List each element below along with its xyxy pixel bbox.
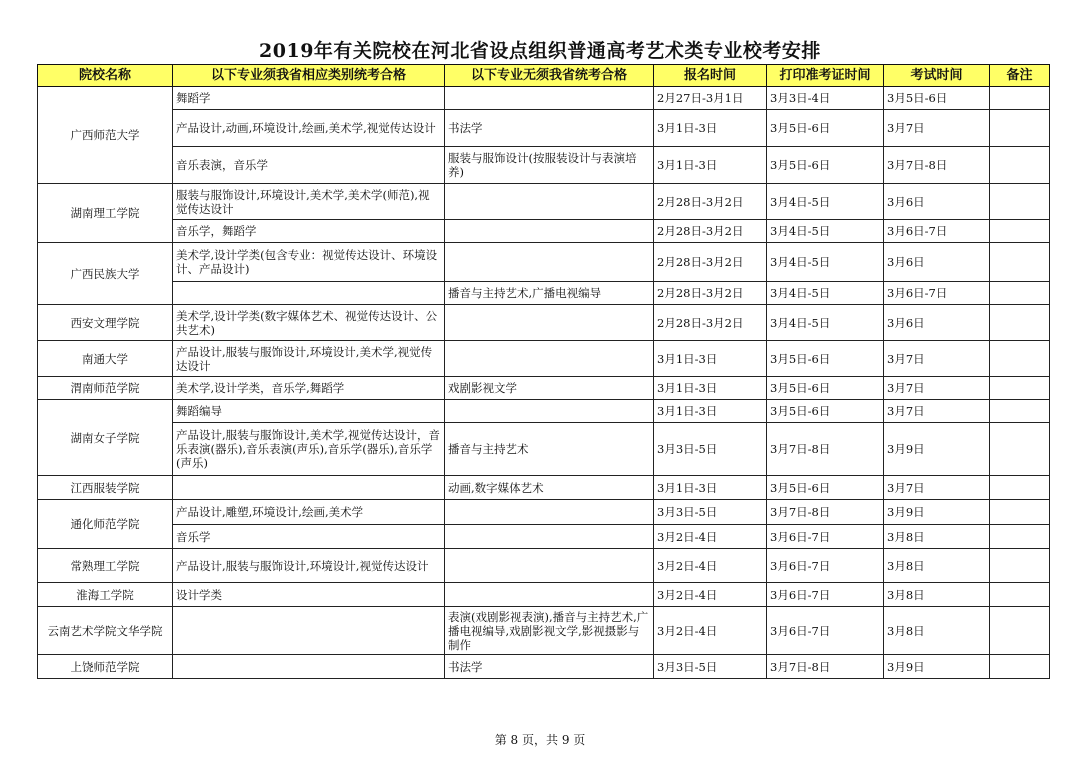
cell-not-required: 表演(戏剧影视表演),播音与主持艺术,广播电视编导,戏剧影视文学,影视摄影与制作 [445, 607, 654, 655]
cell-required [173, 476, 445, 500]
cell-school: 云南艺术学院文华学院 [38, 607, 173, 655]
cell-note [990, 305, 1050, 341]
schedule-table [37, 64, 1050, 679]
cell-registration: 2月28日-3月2日 [654, 282, 767, 305]
header-not-required: 以下专业无须我省统考合格 [445, 65, 654, 87]
cell-required: 舞蹈学 [173, 87, 445, 110]
cell-registration: 3月2日-4日 [654, 607, 767, 655]
table-row [38, 243, 1050, 282]
cell-print-ticket: 3月6日-7日 [767, 583, 884, 607]
table-row [38, 220, 1050, 243]
table-row [38, 377, 1050, 400]
cell-school: 上饶师范学院 [38, 655, 173, 679]
cell-exam-time: 3月6日 [884, 184, 990, 220]
cell-registration: 3月1日-3日 [654, 147, 767, 184]
cell-print-ticket: 3月5日-6日 [767, 110, 884, 147]
cell-note [990, 282, 1050, 305]
cell-not-required: 播音与主持艺术 [445, 423, 654, 476]
cell-exam-time: 3月6日 [884, 305, 990, 341]
table-row [38, 110, 1050, 147]
cell-required: 美术学,设计学类(数字媒体艺术、视觉传达设计、公共艺术) [173, 305, 445, 341]
cell-exam-time: 3月7日 [884, 476, 990, 500]
cell-registration: 3月1日-3日 [654, 377, 767, 400]
cell-registration: 3月3日-5日 [654, 423, 767, 476]
cell-registration: 2月28日-3月2日 [654, 305, 767, 341]
cell-not-required [445, 305, 654, 341]
table-row [38, 400, 1050, 423]
cell-registration: 3月1日-3日 [654, 341, 767, 377]
cell-exam-time: 3月7日 [884, 400, 990, 423]
cell-not-required [445, 500, 654, 525]
table-row [38, 583, 1050, 607]
table-row [38, 184, 1050, 220]
cell-not-required [445, 525, 654, 549]
table-row [38, 282, 1050, 305]
cell-print-ticket: 3月5日-6日 [767, 341, 884, 377]
table-row [38, 87, 1050, 110]
table-row [38, 607, 1050, 655]
cell-registration: 2月27日-3月1日 [654, 87, 767, 110]
cell-required: 产品设计,服装与服饰设计,美术学,视觉传达设计，音乐表演(器乐),音乐表演(声乐),音乐学(器乐),音乐学(声乐) [173, 423, 445, 476]
cell-print-ticket: 3月5日-6日 [767, 377, 884, 400]
cell-note [990, 423, 1050, 476]
cell-exam-time: 3月6日 [884, 243, 990, 282]
cell-not-required [445, 87, 654, 110]
cell-school: 常熟理工学院 [38, 549, 173, 583]
cell-print-ticket: 3月6日-7日 [767, 607, 884, 655]
table-row [38, 147, 1050, 184]
cell-exam-time: 3月6日-7日 [884, 220, 990, 243]
header-school: 院校名称 [38, 65, 173, 87]
cell-note [990, 243, 1050, 282]
cell-registration: 3月2日-4日 [654, 549, 767, 583]
cell-not-required [445, 184, 654, 220]
cell-exam-time: 3月8日 [884, 607, 990, 655]
table-row [38, 525, 1050, 549]
cell-note [990, 525, 1050, 549]
cell-print-ticket: 3月5日-6日 [767, 476, 884, 500]
table-row [38, 305, 1050, 341]
cell-print-ticket: 3月4日-5日 [767, 282, 884, 305]
cell-exam-time: 3月8日 [884, 525, 990, 549]
cell-exam-time: 3月6日-7日 [884, 282, 990, 305]
cell-not-required: 书法学 [445, 110, 654, 147]
cell-not-required: 戏剧影视文学 [445, 377, 654, 400]
cell-required: 美术学,设计学类(包含专业：视觉传达设计、环境设计、产品设计) [173, 243, 445, 282]
cell-registration: 3月1日-3日 [654, 476, 767, 500]
cell-registration: 2月28日-3月2日 [654, 184, 767, 220]
cell-print-ticket: 3月7日-8日 [767, 500, 884, 525]
cell-school: 湖南女子学院 [38, 400, 173, 476]
cell-print-ticket: 3月6日-7日 [767, 525, 884, 549]
header-registration: 报名时间 [654, 65, 767, 87]
table-header-row [38, 65, 1050, 87]
cell-school: 江西服装学院 [38, 476, 173, 500]
cell-required: 音乐表演，音乐学 [173, 147, 445, 184]
header-exam-time: 考试时间 [884, 65, 990, 87]
cell-exam-time: 3月7日 [884, 110, 990, 147]
cell-exam-time: 3月7日 [884, 377, 990, 400]
table-row [38, 500, 1050, 525]
cell-school: 南通大学 [38, 341, 173, 377]
cell-print-ticket: 3月7日-8日 [767, 655, 884, 679]
cell-required [173, 655, 445, 679]
cell-school: 广西民族大学 [38, 243, 173, 305]
cell-registration: 3月2日-4日 [654, 525, 767, 549]
table-row [38, 549, 1050, 583]
cell-exam-time: 3月9日 [884, 500, 990, 525]
cell-registration: 2月28日-3月2日 [654, 220, 767, 243]
page-title: 2019年有关院校在河北省设点组织普通高考艺术类专业校考安排 [259, 40, 821, 62]
cell-exam-time: 3月7日 [884, 341, 990, 377]
cell-note [990, 583, 1050, 607]
cell-print-ticket: 3月5日-6日 [767, 400, 884, 423]
cell-exam-time: 3月9日 [884, 423, 990, 476]
cell-required: 设计学类 [173, 583, 445, 607]
cell-print-ticket: 3月4日-5日 [767, 220, 884, 243]
cell-exam-time: 3月9日 [884, 655, 990, 679]
cell-required: 产品设计,服装与服饰设计,环境设计,视觉传达设计 [173, 549, 445, 583]
cell-note [990, 87, 1050, 110]
cell-not-required [445, 400, 654, 423]
cell-school: 淮海工学院 [38, 583, 173, 607]
header-note: 备注 [990, 65, 1050, 87]
cell-print-ticket: 3月4日-5日 [767, 305, 884, 341]
cell-required: 舞蹈编导 [173, 400, 445, 423]
cell-registration: 3月1日-3日 [654, 110, 767, 147]
cell-note [990, 341, 1050, 377]
page-footer: 第 8 页，共 9 页 [494, 733, 586, 747]
cell-not-required: 书法学 [445, 655, 654, 679]
cell-registration: 3月3日-5日 [654, 500, 767, 525]
table-row [38, 341, 1050, 377]
cell-not-required [445, 341, 654, 377]
cell-note [990, 500, 1050, 525]
cell-note [990, 607, 1050, 655]
cell-print-ticket: 3月5日-6日 [767, 147, 884, 184]
cell-registration: 3月3日-5日 [654, 655, 767, 679]
cell-exam-time: 3月8日 [884, 549, 990, 583]
table-row [38, 655, 1050, 679]
cell-school: 广西师范大学 [38, 87, 173, 184]
cell-exam-time: 3月5日-6日 [884, 87, 990, 110]
cell-note [990, 184, 1050, 220]
cell-school: 渭南师范学院 [38, 377, 173, 400]
cell-required: 服装与服饰设计,环境设计,美术学,美术学(师范),视觉传达设计 [173, 184, 445, 220]
cell-required: 音乐学，舞蹈学 [173, 220, 445, 243]
cell-print-ticket: 3月4日-5日 [767, 243, 884, 282]
cell-not-required [445, 549, 654, 583]
cell-required [173, 607, 445, 655]
cell-registration: 3月1日-3日 [654, 400, 767, 423]
cell-note [990, 655, 1050, 679]
cell-registration: 3月2日-4日 [654, 583, 767, 607]
cell-school: 通化师范学院 [38, 500, 173, 549]
cell-print-ticket: 3月6日-7日 [767, 549, 884, 583]
header-print-ticket: 打印准考证时间 [767, 65, 884, 87]
cell-print-ticket: 3月7日-8日 [767, 423, 884, 476]
cell-print-ticket: 3月3日-4日 [767, 87, 884, 110]
cell-note [990, 110, 1050, 147]
cell-note [990, 400, 1050, 423]
cell-note [990, 377, 1050, 400]
cell-exam-time: 3月7日-8日 [884, 147, 990, 184]
cell-exam-time: 3月8日 [884, 583, 990, 607]
header-required: 以下专业须我省相应类别统考合格 [173, 65, 445, 87]
cell-registration: 2月28日-3月2日 [654, 243, 767, 282]
cell-not-required: 动画,数字媒体艺术 [445, 476, 654, 500]
cell-school: 西安文理学院 [38, 305, 173, 341]
cell-required [173, 282, 445, 305]
cell-required: 美术学,设计学类，音乐学,舞蹈学 [173, 377, 445, 400]
cell-not-required [445, 220, 654, 243]
cell-not-required [445, 243, 654, 282]
cell-not-required: 服装与服饰设计(按服装设计与表演培养) [445, 147, 654, 184]
cell-note [990, 549, 1050, 583]
cell-print-ticket: 3月4日-5日 [767, 184, 884, 220]
cell-required: 产品设计,服装与服饰设计,环境设计,美术学,视觉传达设计 [173, 341, 445, 377]
cell-required: 产品设计,动画,环境设计,绘画,美术学,视觉传达设计 [173, 110, 445, 147]
cell-required: 产品设计,雕塑,环境设计,绘画,美术学 [173, 500, 445, 525]
cell-note [990, 220, 1050, 243]
table-row [38, 476, 1050, 500]
table-row [38, 423, 1050, 476]
cell-required: 音乐学 [173, 525, 445, 549]
cell-note [990, 147, 1050, 184]
cell-school: 湖南理工学院 [38, 184, 173, 243]
cell-not-required [445, 583, 654, 607]
cell-not-required: 播音与主持艺术,广播电视编导 [445, 282, 654, 305]
cell-note [990, 476, 1050, 500]
